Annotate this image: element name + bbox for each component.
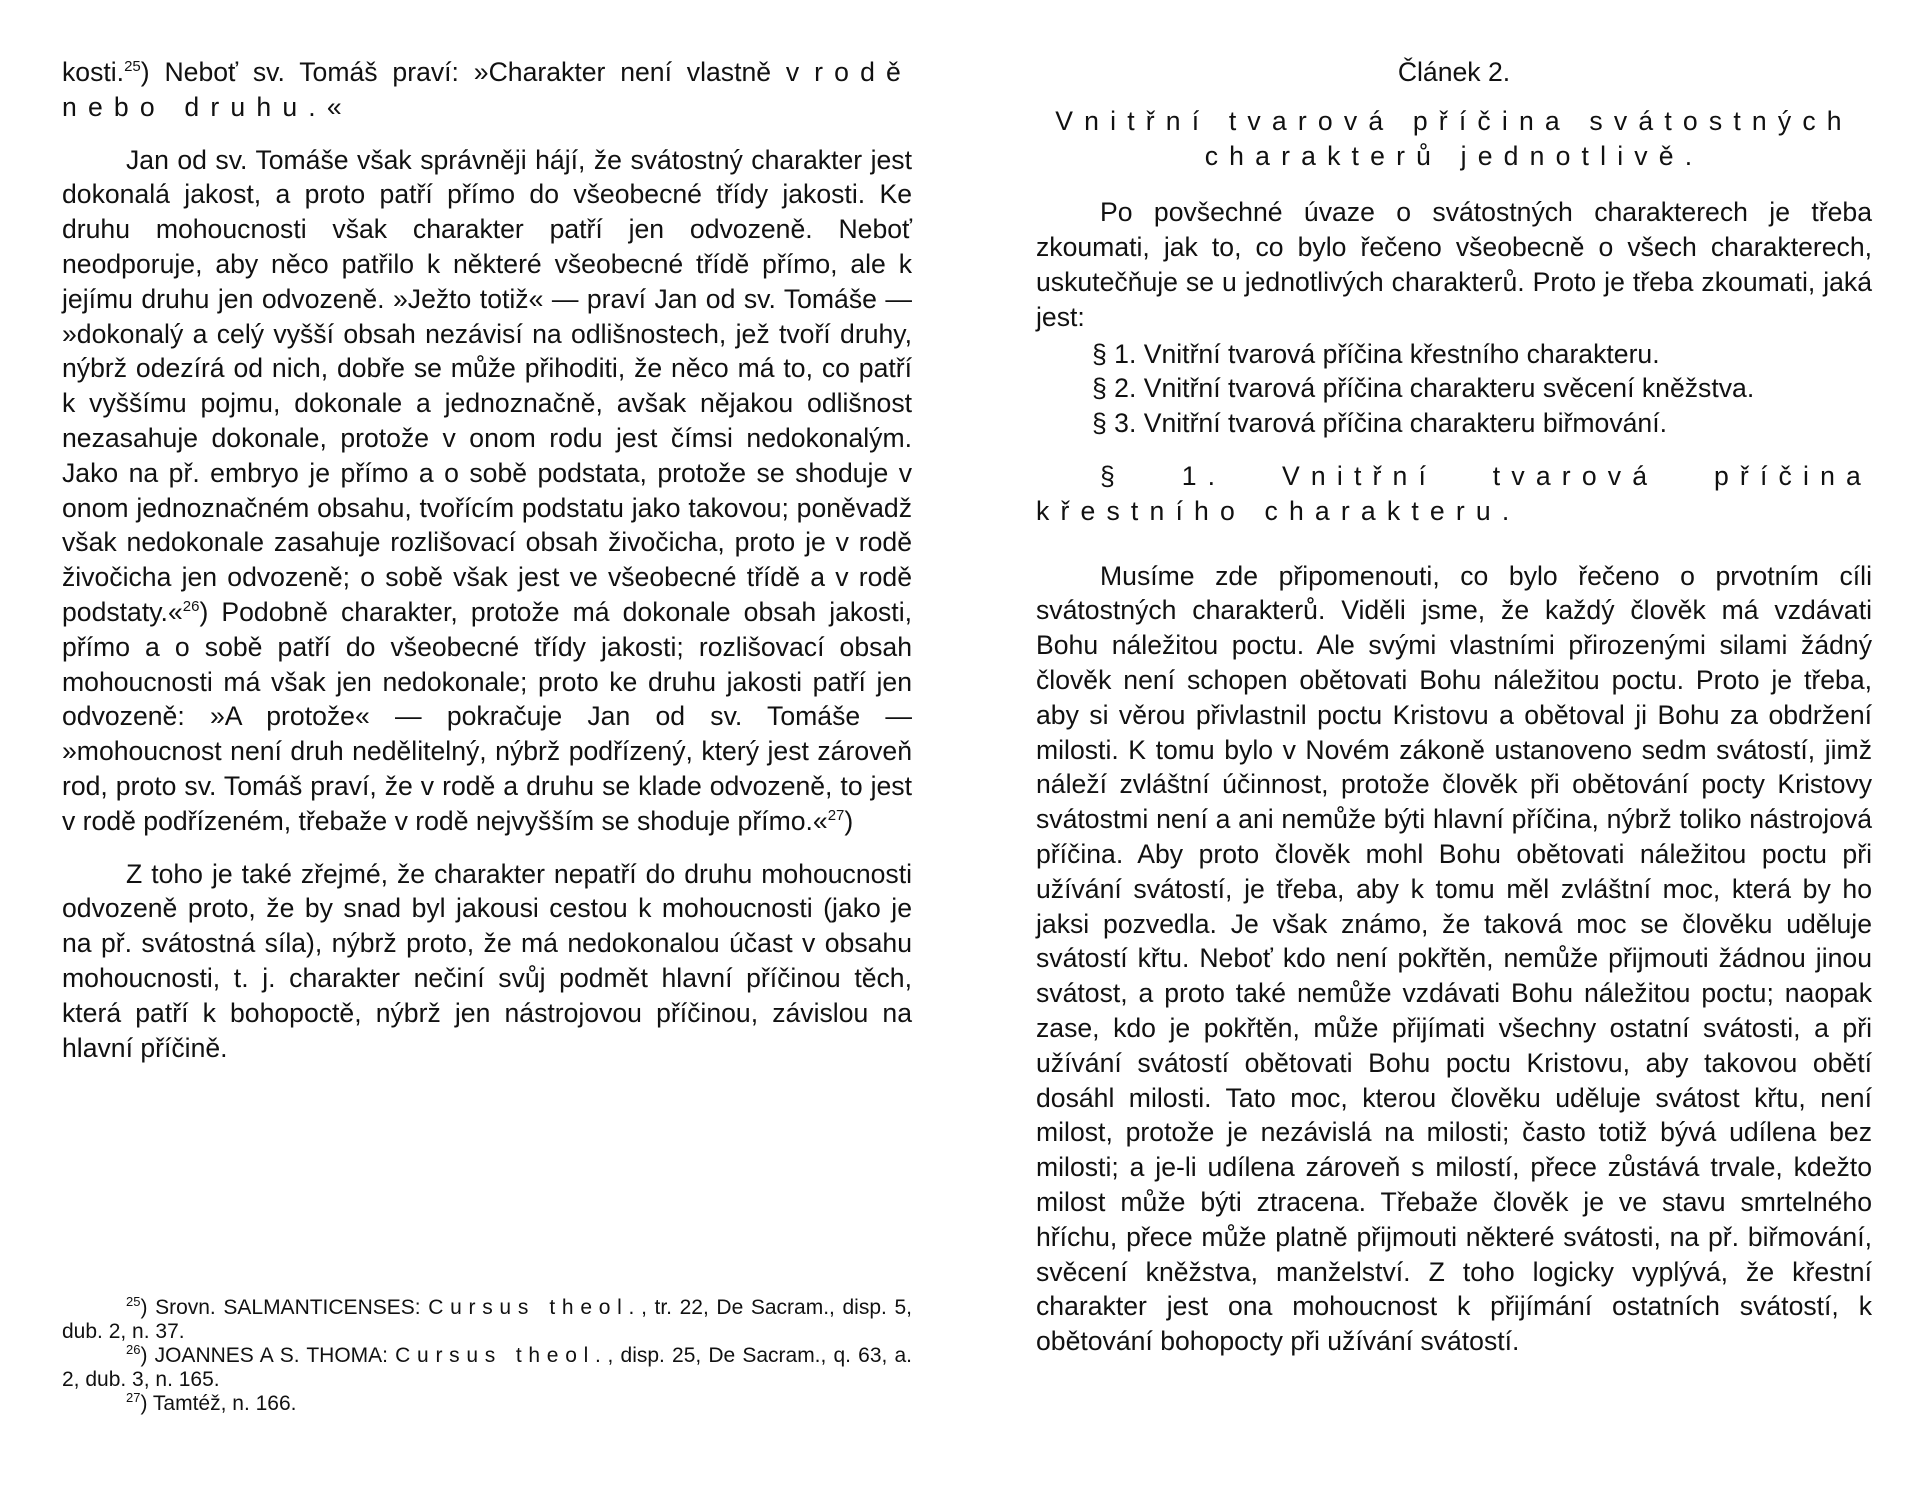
footnote-ref-27: 27 <box>827 806 845 824</box>
text-run: ) Neboť sv. Tomáš praví: »Charakter není vlastně v <box>140 57 815 87</box>
section-item-1: § 1. Vnitřní tvarová příčina křestního charakteru. <box>1092 338 1660 369</box>
section-heading: § 1. Vnitřní tvarová příčina křestního charakteru. <box>1036 460 1872 526</box>
text-run: kosti. <box>62 57 125 87</box>
text-run: ) <box>844 805 854 836</box>
emphasized-text: rodě nebo druhu.« <box>62 57 912 122</box>
text-run: ) Podobně charakter, protože má dokonale obsah jakosti, přímo a o sobě patří do všeobecné třídy jakosti; rozlišovací obsah mohoucnosti má však jen nedokonale; proto ke druhu jakosti patří jen odvozeně: »A protože« — pokračuje Jan od sv. Tomáše — »mohoucnost není druh nedělitelný, nýbrž podřízený, který jest zároveň rod, proto sv. Tomáš praví, že v rodě a druhu se klade odvozeně, to jest v rodě podřízeném, třebaže v rodě nejvyšším se shoduje přímo.« <box>62 596 912 836</box>
emphasized-text: Cursus theol. <box>428 1296 642 1319</box>
text-run: Jan od sv. Tomáše však správněji hájí, že svátostný charakter jest dokonalá jakost, a proto patří přímo do všeobecné třídy jakosti. Ke druhu mohoucnosti však charakter patří jen odvozeně. Neboť neodporuje, aby něco patřilo k některé všeobecné třídě přímo, ale k jejímu druhu jen odvozeně. »Ježto totiž« — praví Jan od sv. Tomáše — »dokonalý a celý vyšší obsah nezávisí na odlišnostech, jež tvoří druhy, nýbrž odezírá od nich, dobře se může přihoditi, že něco má to, co patří k vyššímu pojmu, dokonale a jednoznačně, avšak nějakou odlišnost nezasahuje dokonale, protože v onom rodu jest čímsi nedokonalým. Jako na př. embryo je přímo a o sobě podstata, protože se shoduje v onom jednoznačném obsahu, tvořícím podstatu jako takovou; poněvadž však nedokonale zasahuje rozlišovací obsah živočicha, proto je v rodě živočicha jen odvozeně; o sobě však jest ve všeobecné třídě a v rodě podstaty.« <box>62 144 912 627</box>
continuation-paragraph <box>62 55 912 125</box>
footnote-26 <box>62 1344 912 1392</box>
footnote-27 <box>62 1392 912 1416</box>
article-heading: Článek 2. <box>1397 57 1511 87</box>
chapter-title-line-1: Vnitřní tvarová příčina svátostných <box>1055 105 1853 136</box>
right-page <box>1036 55 1872 1359</box>
footnote-25 <box>62 1296 912 1344</box>
footnote-mark: 26 <box>126 1342 141 1357</box>
emphasized-text: Cursus theol. <box>395 1344 608 1367</box>
intro-paragraph: Po povšechné úvaze o svátostných charakterech je třeba zkoumati, jak to, co bylo řečeno všeobecně o všech charakterech, uskutečňuje se u jednotlivých charakterů. Proto je třeba zkoumati, jaká jest: <box>1036 197 1872 332</box>
footnote-ref-26: 26 <box>182 598 200 616</box>
section-item-2: § 2. Vnitřní tvarová příčina charakteru svěcení kněžstva. <box>1092 373 1755 404</box>
section-list <box>1036 337 1872 441</box>
body-paragraph: Musíme zde připomenouti, co bylo řečeno o prvotním cíli svátostných charakterů. Viděli jsme, že každý člověk má vzdávati Bohu náležitou poctu. Ale svými vlastními přirozenými silami žádný člověk není schopen obětovati Bohu náležitou poctu. Proto je třeba, aby si věrou přivlastnil poctu Kristovu a obětoval ji Bohu za obdržení milosti. K tomu bylo v Novém zákoně ustanoveno sedm svátostí, jimž náleží zvláštní účinnost, protože člověk při obětování pocty Kristovy svátostmi není a ani nemůže býti hlavní příčina, nýbrž toliko nástrojová příčina. Aby proto člověk mohl Bohu obětovati náležitou poctu při užívání svátostí, je třeba, aby k tomu měl zvláštní moc, která by ho jaksi pozvedla. Je však známo, že taková moc se člověku uděluje svátostí křtu. Neboť kdo není pokřtěn, nemůže přijmouti žádnou jinou svátost, a proto také nemůže vzdávati Bohu náležitou poctu; naopak zase, kdo je pokřtěn, může přijímati všechny ostatní svátosti, a při užívání svátostí obětovati Bohu poctu Kristovu, aby takovou obětí dosáhl milosti. Tato moc, kterou člověku uděluje svátost křtu, není milost, protože je nezávislá na milosti; často totiž bývá udílena bez milosti; a je-li udílena zároveň s milostí, přece zůstává trvale, kdežto milost může býti ztracena. Třebaže člověk je ve stavu smrtelného hříchu, přece může platně přijmouti některé svátosti, na př. biřmování, svěcení kněžstva, manželství. Z toho logicky vyplývá, že křestní charakter jest ona mohoucnost k přijímání ostatních svátostí, k obětování bohopocty při užívání svátostí. <box>1036 560 1872 1357</box>
left-page <box>62 55 912 1065</box>
footnotes <box>62 1296 912 1416</box>
text-run: ) Srovn. SALMANTICENSES: <box>140 1296 429 1319</box>
chapter-title-line-2: charakterů jednotlivě. <box>1204 140 1704 171</box>
footnote-mark: 27 <box>126 1390 141 1405</box>
text-run: , tr. 22, De Sacram., disp. 5, dub. 2, n. 37. <box>62 1296 912 1343</box>
footnote-mark: 25 <box>126 1294 141 1309</box>
text-run: ) Tamtéž, n. 166. <box>140 1392 297 1415</box>
text-run: , disp. 25, De Sacram., q. 63, a. 2, dub. 3, n. 165. <box>62 1344 912 1391</box>
paragraph-z-toho: Z toho je také zřejmé, že charakter nepatří do druhu mohoucnosti odvozeně proto, že by snad byl jakousi cestou k mohoucnosti (jako je na př. svátostná síla), nýbrž proto, že má nedokonalou účast v obsahu mohoucnosti, t. j. charakter nečiní svůj podmět hlavní příčinou těch, která patří k bohopoctě, nýbrž jen nástrojovou příčinou, závislou na hlavní příčině. <box>62 858 912 1063</box>
paragraph-jan-od-sv-tomase <box>62 143 912 839</box>
text-run: ) JOANNES A S. THOMA: <box>140 1344 396 1367</box>
footnote-ref-25: 25 <box>124 58 141 76</box>
section-item-3: § 3. Vnitřní tvarová příčina charakteru biřmování. <box>1092 408 1667 439</box>
